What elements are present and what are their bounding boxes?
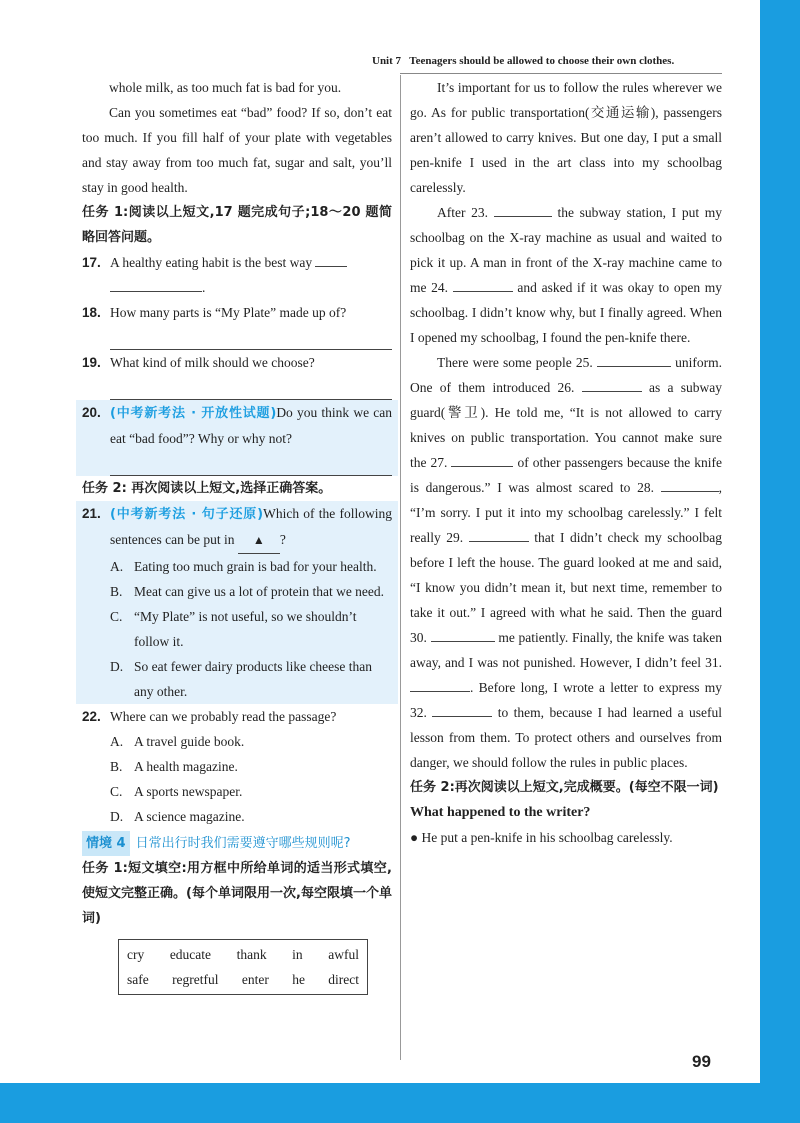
question-text: Do you think we can eat “bad food”? Why or why not?	[110, 405, 392, 446]
word: enter	[241, 972, 269, 987]
question-text: What kind of milk should we choose?	[110, 355, 315, 370]
text-segment: , “I’m sorry. I put it into my schoolbag carelessly.” I felt really 29.	[410, 480, 723, 545]
triangle-marker-icon: ▲	[252, 533, 265, 547]
answer-blank[interactable]	[110, 291, 202, 292]
task1-instruction: 任务 1:阅读以上短文,17 题完成句子;18～20 题简略回答问题。	[82, 205, 392, 245]
question-18	[82, 300, 392, 325]
question-22	[82, 704, 392, 729]
passage-paragraph-1: It’s important for us to follow the rules wherever we go. As for public transportation(交通运输), passengers aren’t allowed to carry knives. But one day, I put a small pen-knife I used in the art class into my schoolbag carelessly.	[410, 80, 722, 195]
word: he	[292, 972, 305, 987]
word: cry	[127, 947, 145, 962]
period: .	[202, 280, 206, 295]
option-a[interactable]	[82, 554, 392, 579]
option-text: A health magazine.	[134, 759, 238, 774]
text-segment: uniform. One of them introduced 26.	[410, 355, 723, 395]
option-text: So eat fewer dairy products like cheese than any other.	[134, 659, 373, 699]
blank-24[interactable]	[453, 291, 513, 292]
word: regretful	[172, 972, 219, 987]
text-segment: to them, because I had learned a useful lesson from them. To protect others and ourselves from danger, we should follow the rules in public places.	[410, 705, 723, 770]
question-20	[82, 400, 392, 451]
question-number: 18.	[82, 305, 101, 320]
option-label: A.	[110, 559, 124, 574]
word-row	[127, 967, 359, 992]
word: thank	[236, 947, 267, 962]
question-20-highlight	[76, 400, 398, 476]
passage-paragraph-3	[410, 350, 722, 775]
question-number: 17.	[82, 255, 101, 270]
page-bottom-border	[0, 1083, 800, 1123]
option-d[interactable]	[82, 804, 392, 829]
question-text: Which of the following sentences can be put in	[110, 506, 392, 547]
header-title: Teenagers should be allowed to choose their own clothes.	[409, 55, 675, 67]
question-17	[82, 250, 392, 300]
task2-instruction: 任务 2: 再次阅读以上短文,选择正确答案。	[82, 481, 332, 496]
question-tag: (中考新考法 · 开放性试题)	[110, 406, 277, 421]
header-rule	[400, 73, 722, 74]
option-b[interactable]	[82, 754, 392, 779]
question-number: 20.	[82, 405, 101, 420]
question-number: 22.	[82, 709, 101, 724]
right-column	[410, 75, 722, 850]
answer-blank[interactable]	[315, 266, 347, 267]
option-label: B.	[110, 759, 123, 774]
scene-text: 日常出行时我们需要遵守哪些规则呢?	[135, 836, 351, 851]
text-segment: of other passengers because the knife is dangerous.” I was almost scared to 28.	[410, 455, 723, 495]
option-label: C.	[110, 784, 123, 799]
question-mark: ?	[279, 532, 286, 547]
text-segment: After 23.	[437, 205, 489, 220]
passage-paragraph: Can you sometimes eat “bad” food? If so, don’t eat too much. If you fill half of your plate with vegetables and stay away from too much fat, sugar and salt, you’ll stay in good health.	[82, 105, 392, 195]
question-21-highlight	[76, 501, 398, 704]
question-21	[82, 501, 392, 554]
left-column	[82, 75, 392, 995]
option-c[interactable]	[82, 604, 392, 654]
question-text: How many parts is “My Plate” made up of?	[110, 305, 347, 320]
question-19	[82, 350, 392, 375]
blank-32[interactable]	[432, 716, 492, 717]
option-text: “My Plate” is not useful, so we shouldn’t follow it.	[134, 609, 357, 649]
text-segment: as a subway guard(警卫). He told me, “It is not allowed to carry knives on public transportation. You cannot make sure the 27.	[410, 380, 723, 470]
option-a[interactable]	[82, 729, 392, 754]
word-row	[127, 942, 359, 967]
option-label: D.	[110, 809, 124, 824]
running-header	[372, 55, 732, 67]
scene-label: 情境 4	[82, 831, 130, 856]
option-d[interactable]	[82, 654, 392, 704]
page-number: 99	[692, 1052, 711, 1071]
summary-question: What happened to the writer?	[410, 805, 591, 820]
option-text: A travel guide book.	[134, 734, 245, 749]
bullet-text: He put a pen-knife in his schoolbag carelessly.	[421, 830, 673, 845]
answer-blank[interactable]	[238, 527, 280, 554]
word: in	[292, 947, 303, 962]
option-b[interactable]	[82, 579, 392, 604]
summary-bullet	[410, 825, 722, 850]
blank-23[interactable]	[494, 216, 552, 217]
option-label: A.	[110, 734, 124, 749]
text-segment: that I didn’t check my schoolbag before I left the house. The guard looked at me and said, “I know you didn’t mean it, but next time, remember to take it out.” I agreed with what he said. Then the guard 30.	[410, 530, 723, 645]
word: direct	[328, 972, 359, 987]
page-top-margin	[0, 0, 800, 40]
answer-line[interactable]	[110, 451, 392, 476]
bullet-icon: ●	[410, 830, 419, 845]
blank-30[interactable]	[431, 641, 495, 642]
scene-heading	[82, 831, 392, 856]
task2-summary-instruction: 任务 2:再次阅读以上短文,完成概要。(每空不限一词)	[410, 780, 719, 795]
blank-25[interactable]	[597, 366, 671, 367]
question-text: A healthy eating habit is the best way	[110, 255, 313, 270]
text-segment: and asked if it was okay to open my schoolbag. I didn’t know why, but I finally agreed. When I opened my schoolbag, I found the pen-knife there.	[410, 280, 723, 345]
answer-line[interactable]	[110, 325, 392, 350]
blank-28[interactable]	[661, 491, 719, 492]
text-segment: There were some people 25.	[437, 355, 593, 370]
text-segment: me patiently. Finally, the knife was taken away, and I was not punished. However, I didn’t feel 31.	[410, 630, 723, 670]
question-number: 19.	[82, 355, 101, 370]
blank-27[interactable]	[451, 466, 513, 467]
blank-26[interactable]	[582, 391, 642, 392]
text-segment: the subway station, I put my schoolbag on the X-ray machine as usual and waited to pick it up. A man in front of the X-ray machine came to me 24.	[410, 205, 723, 295]
blank-31[interactable]	[410, 691, 470, 692]
word: safe	[127, 972, 149, 987]
option-label: B.	[110, 584, 123, 599]
question-number: 21.	[82, 506, 101, 521]
question-tag: (中考新考法 · 句子还原)	[110, 507, 264, 522]
answer-line[interactable]	[110, 375, 392, 400]
word-box	[118, 939, 368, 995]
question-text: Where can we probably read the passage?	[110, 709, 337, 724]
blank-29[interactable]	[469, 541, 529, 542]
passage-end-line: whole milk, as too much fat is bad for you.	[109, 80, 342, 95]
header-unit: Unit 7	[372, 55, 402, 67]
page-right-border	[760, 0, 800, 1123]
passage-paragraph-2	[410, 200, 722, 350]
word: awful	[328, 947, 359, 962]
task1-fill-instruction: 任务 1:短文填空:用方框中所给单词的适当形式填空,使短文完整正确。(每个单词限用一次,每空限填一个单词)	[82, 861, 392, 926]
option-text: Meat can give us a lot of protein that we need.	[134, 584, 385, 599]
option-label: C.	[110, 609, 123, 624]
option-c[interactable]	[82, 779, 392, 804]
option-text: Eating too much grain is bad for your health.	[134, 559, 377, 574]
text-segment: . Before long, I wrote a letter to express my 32.	[410, 680, 722, 720]
column-divider	[400, 75, 401, 1060]
option-text: A science magazine.	[134, 809, 245, 824]
option-label: D.	[110, 659, 124, 674]
word: educate	[169, 947, 212, 962]
option-text: A sports newspaper.	[134, 784, 243, 799]
